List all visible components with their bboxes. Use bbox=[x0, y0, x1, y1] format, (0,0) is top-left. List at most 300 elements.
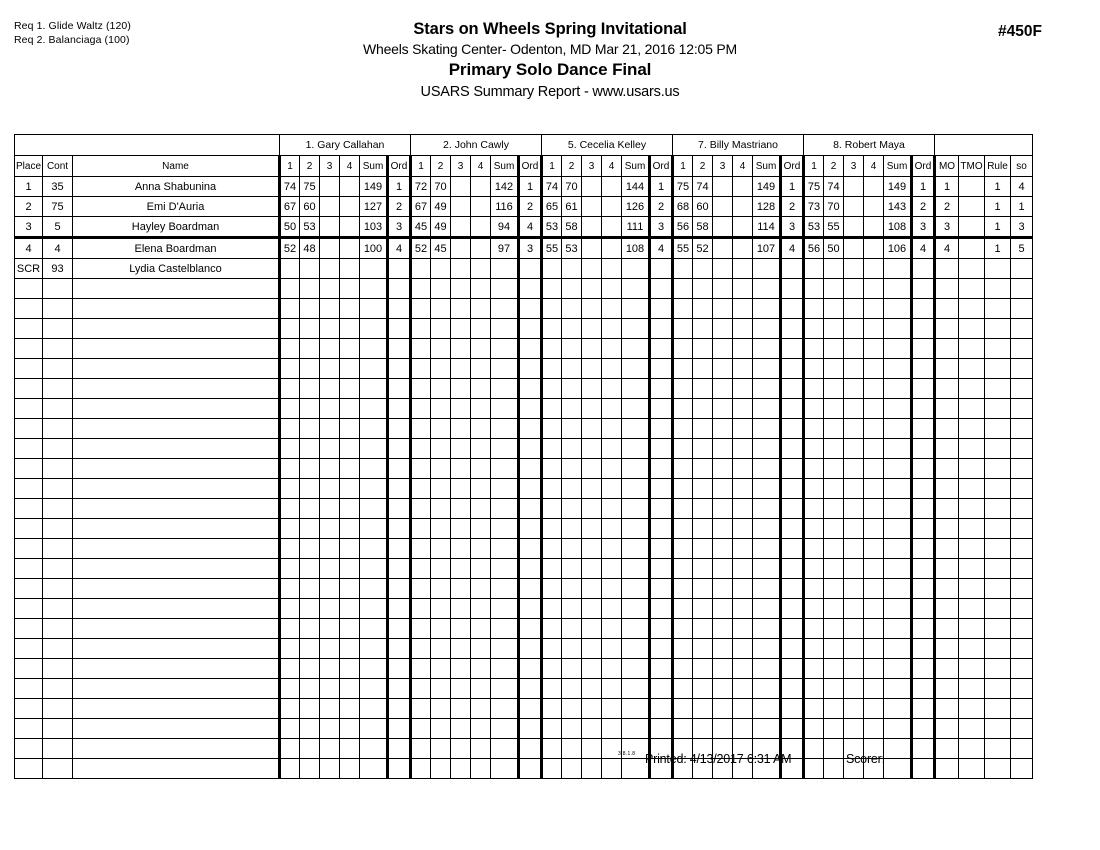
row-j4-dance4 bbox=[733, 299, 753, 319]
row-j4-dance1 bbox=[673, 539, 693, 559]
row-mo bbox=[935, 299, 959, 319]
header-j5-dance4: 4 bbox=[864, 156, 884, 177]
row-j3-ord bbox=[650, 499, 673, 519]
row-j1-dance3 bbox=[320, 339, 340, 359]
row-j3-ord bbox=[650, 359, 673, 379]
row-j5-sum bbox=[884, 699, 912, 719]
row-j1-ord bbox=[388, 359, 411, 379]
row-cont bbox=[43, 319, 73, 339]
row-rule: 1 bbox=[985, 217, 1011, 238]
row-j5-ord bbox=[912, 579, 935, 599]
row-j3-sum bbox=[622, 519, 650, 539]
row-j3-dance2 bbox=[562, 479, 582, 499]
row-j1-ord bbox=[388, 719, 411, 739]
row-j3-dance3 bbox=[582, 299, 602, 319]
row-j4-sum bbox=[753, 559, 781, 579]
row-j5-dance3 bbox=[844, 259, 864, 279]
row-j5-ord bbox=[912, 539, 935, 559]
row-j4-dance3 bbox=[713, 579, 733, 599]
row-j3-dance4 bbox=[602, 659, 622, 679]
row-name bbox=[73, 459, 280, 479]
row-j3-dance3 bbox=[582, 579, 602, 599]
row-j4-dance2 bbox=[693, 319, 713, 339]
row-j1-dance4 bbox=[340, 539, 360, 559]
row-cont bbox=[43, 339, 73, 359]
row-j1-dance3 bbox=[320, 579, 340, 599]
row-mo bbox=[935, 639, 959, 659]
row-j5-dance1 bbox=[804, 639, 824, 659]
row-j4-sum bbox=[753, 379, 781, 399]
row-j4-dance4 bbox=[733, 419, 753, 439]
table-row-blank bbox=[15, 419, 1033, 439]
row-j4-sum bbox=[753, 459, 781, 479]
header-j1-dance2: 2 bbox=[300, 156, 320, 177]
printed-timestamp: Printed: 4/13/2017 6:31 AM bbox=[645, 752, 792, 766]
row-j1-dance3 bbox=[320, 699, 340, 719]
row-j4-dance2 bbox=[693, 379, 713, 399]
row-j4-ord bbox=[781, 699, 804, 719]
row-j4-sum bbox=[753, 679, 781, 699]
row-j1-sum bbox=[360, 659, 388, 679]
row-j1-sum bbox=[360, 439, 388, 459]
row-place bbox=[15, 379, 43, 399]
row-j3-dance3 bbox=[582, 419, 602, 439]
row-j1-dance3 bbox=[320, 559, 340, 579]
row-place bbox=[15, 719, 43, 739]
row-j2-dance3 bbox=[451, 459, 471, 479]
row-j5-dance3 bbox=[844, 639, 864, 659]
row-j3-dance1 bbox=[542, 619, 562, 639]
row-j1-sum bbox=[360, 279, 388, 299]
row-j4-dance3 bbox=[713, 197, 733, 217]
row-j5-ord: 2 bbox=[912, 197, 935, 217]
row-j2-dance1 bbox=[411, 599, 431, 619]
row-j4-dance4 bbox=[733, 679, 753, 699]
row-j1-dance4 bbox=[340, 319, 360, 339]
judge-header-1: 1. Gary Callahan bbox=[280, 135, 411, 156]
row-j2-dance3 bbox=[451, 177, 471, 197]
row-j2-dance2 bbox=[431, 519, 451, 539]
row-j2-ord bbox=[519, 519, 542, 539]
row-j2-dance1 bbox=[411, 339, 431, 359]
row-j5-dance4 bbox=[864, 639, 884, 659]
header-j3-dance2: 2 bbox=[562, 156, 582, 177]
row-j5-dance1 bbox=[804, 619, 824, 639]
row-j3-sum bbox=[622, 479, 650, 499]
row-j3-dance2 bbox=[562, 279, 582, 299]
table-row-blank bbox=[15, 299, 1033, 319]
row-j1-sum bbox=[360, 619, 388, 639]
row-mo bbox=[935, 379, 959, 399]
header-j4-ord: Ord bbox=[781, 156, 804, 177]
row-j2-sum: 94 bbox=[491, 217, 519, 238]
row-j3-dance2 bbox=[562, 559, 582, 579]
row-j1-dance2 bbox=[300, 359, 320, 379]
row-j5-dance4 bbox=[864, 719, 884, 739]
row-j3-sum bbox=[622, 619, 650, 639]
table-row-blank bbox=[15, 439, 1033, 459]
table-row-blank bbox=[15, 599, 1033, 619]
row-j3-dance1 bbox=[542, 539, 562, 559]
row-j4-ord bbox=[781, 559, 804, 579]
row-j1-dance1 bbox=[280, 279, 300, 299]
row-j1-dance1 bbox=[280, 439, 300, 459]
row-j1-dance3 bbox=[320, 379, 340, 399]
row-j3-dance4 bbox=[602, 459, 622, 479]
table-row-blank bbox=[15, 659, 1033, 679]
row-j3-dance2 bbox=[562, 499, 582, 519]
row-j1-ord: 4 bbox=[388, 238, 411, 259]
row-j2-sum bbox=[491, 599, 519, 619]
row-j2-dance2: 45 bbox=[431, 238, 451, 259]
row-j1-dance2 bbox=[300, 579, 320, 599]
row-place bbox=[15, 339, 43, 359]
row-j3-dance1: 74 bbox=[542, 177, 562, 197]
row-j3-dance2 bbox=[562, 339, 582, 359]
row-so bbox=[1011, 579, 1033, 599]
row-j5-dance3 bbox=[844, 217, 864, 238]
row-j3-dance4 bbox=[602, 599, 622, 619]
row-j5-dance2 bbox=[824, 339, 844, 359]
row-j1-ord bbox=[388, 599, 411, 619]
row-j2-dance2: 70 bbox=[431, 177, 451, 197]
row-j2-dance2 bbox=[431, 619, 451, 639]
row-j1-dance4 bbox=[340, 679, 360, 699]
row-j1-dance1 bbox=[280, 259, 300, 279]
row-j4-dance1 bbox=[673, 399, 693, 419]
row-j4-sum: 149 bbox=[753, 177, 781, 197]
row-j1-dance1: 52 bbox=[280, 238, 300, 259]
row-mo bbox=[935, 459, 959, 479]
row-j4-dance1 bbox=[673, 519, 693, 539]
row-tmo bbox=[959, 699, 985, 719]
row-j5-ord: 3 bbox=[912, 217, 935, 238]
header-j2-sum: Sum bbox=[491, 156, 519, 177]
row-j2-dance1 bbox=[411, 719, 431, 739]
row-j3-dance2 bbox=[562, 719, 582, 739]
row-j4-dance2 bbox=[693, 719, 713, 739]
row-j3-sum bbox=[622, 559, 650, 579]
row-mo: 2 bbox=[935, 197, 959, 217]
row-j3-dance4 bbox=[602, 439, 622, 459]
row-j1-ord bbox=[388, 379, 411, 399]
row-j1-dance1 bbox=[280, 379, 300, 399]
row-j5-ord bbox=[912, 299, 935, 319]
row-mo bbox=[935, 439, 959, 459]
row-j2-ord bbox=[519, 439, 542, 459]
row-j3-sum bbox=[622, 419, 650, 439]
row-j1-dance4 bbox=[340, 359, 360, 379]
row-j2-dance1 bbox=[411, 359, 431, 379]
row-j3-dance3 bbox=[582, 459, 602, 479]
row-j4-dance4 bbox=[733, 238, 753, 259]
row-j4-dance4 bbox=[733, 399, 753, 419]
venue-datetime-line: Wheels Skating Center- Odenton, MD Mar 21, 2016 12:05 PM bbox=[363, 41, 737, 57]
row-j4-dance1 bbox=[673, 299, 693, 319]
table-row-blank bbox=[15, 479, 1033, 499]
row-rule bbox=[985, 359, 1011, 379]
row-j2-sum bbox=[491, 319, 519, 339]
row-j1-dance1 bbox=[280, 699, 300, 719]
row-j4-dance3 bbox=[713, 217, 733, 238]
row-so bbox=[1011, 359, 1033, 379]
row-name bbox=[73, 719, 280, 739]
row-j4-dance1 bbox=[673, 379, 693, 399]
row-tmo bbox=[959, 679, 985, 699]
row-j3-dance2 bbox=[562, 419, 582, 439]
table-row-blank bbox=[15, 319, 1033, 339]
row-j4-ord bbox=[781, 679, 804, 699]
row-j2-dance2 bbox=[431, 379, 451, 399]
row-j3-ord: 2 bbox=[650, 197, 673, 217]
row-j1-ord bbox=[388, 399, 411, 419]
row-j2-dance1 bbox=[411, 479, 431, 499]
row-j5-dance4 bbox=[864, 299, 884, 319]
row-j2-dance3 bbox=[451, 659, 471, 679]
row-j4-dance3 bbox=[713, 339, 733, 359]
row-j1-sum bbox=[360, 579, 388, 599]
table-row-blank bbox=[15, 459, 1033, 479]
row-j2-dance2 bbox=[431, 339, 451, 359]
row-j2-ord: 1 bbox=[519, 177, 542, 197]
row-j3-sum bbox=[622, 639, 650, 659]
row-j4-dance4 bbox=[733, 599, 753, 619]
row-rule bbox=[985, 299, 1011, 319]
row-rule bbox=[985, 439, 1011, 459]
row-j1-dance3 bbox=[320, 719, 340, 739]
table-row-blank bbox=[15, 379, 1033, 399]
row-j2-ord bbox=[519, 339, 542, 359]
row-j4-dance4 bbox=[733, 659, 753, 679]
row-j5-sum: 108 bbox=[884, 217, 912, 238]
row-mo bbox=[935, 279, 959, 299]
row-tmo bbox=[959, 259, 985, 279]
row-j2-dance3 bbox=[451, 379, 471, 399]
row-j1-sum bbox=[360, 319, 388, 339]
row-j4-dance3 bbox=[713, 319, 733, 339]
row-tmo bbox=[959, 579, 985, 599]
row-j2-ord bbox=[519, 359, 542, 379]
row-j5-dance4 bbox=[864, 197, 884, 217]
row-j1-dance3 bbox=[320, 279, 340, 299]
row-j3-dance3 bbox=[582, 559, 602, 579]
row-tmo bbox=[959, 279, 985, 299]
row-j2-ord bbox=[519, 499, 542, 519]
row-j1-ord bbox=[388, 659, 411, 679]
row-j1-sum: 103 bbox=[360, 217, 388, 238]
row-j5-ord bbox=[912, 499, 935, 519]
row-j2-dance4 bbox=[471, 379, 491, 399]
row-j4-dance1 bbox=[673, 279, 693, 299]
row-j2-dance1 bbox=[411, 539, 431, 559]
row-j3-dance1 bbox=[542, 599, 562, 619]
row-j3-dance3 bbox=[582, 619, 602, 639]
row-j3-dance1 bbox=[542, 559, 562, 579]
row-name: Anna Shabunina bbox=[73, 177, 280, 197]
row-j4-ord bbox=[781, 639, 804, 659]
row-j5-dance3 bbox=[844, 459, 864, 479]
row-j1-ord bbox=[388, 299, 411, 319]
row-so: 3 bbox=[1011, 217, 1033, 238]
row-j1-dance3 bbox=[320, 499, 340, 519]
row-j2-sum bbox=[491, 639, 519, 659]
row-j5-sum bbox=[884, 279, 912, 299]
row-j2-sum bbox=[491, 259, 519, 279]
row-j3-sum bbox=[622, 579, 650, 599]
row-cont: 93 bbox=[43, 259, 73, 279]
row-j2-dance3 bbox=[451, 559, 471, 579]
row-j2-ord bbox=[519, 319, 542, 339]
row-j2-dance4 bbox=[471, 439, 491, 459]
row-j1-ord bbox=[388, 279, 411, 299]
row-j2-sum bbox=[491, 619, 519, 639]
row-rule bbox=[985, 259, 1011, 279]
row-j5-dance4 bbox=[864, 499, 884, 519]
row-j4-ord bbox=[781, 459, 804, 479]
row-j4-dance2 bbox=[693, 439, 713, 459]
header-j1-dance4: 4 bbox=[340, 156, 360, 177]
row-j3-dance1 bbox=[542, 419, 562, 439]
row-j2-dance1 bbox=[411, 559, 431, 579]
row-mo: 1 bbox=[935, 177, 959, 197]
row-so bbox=[1011, 479, 1033, 499]
row-j1-dance4 bbox=[340, 197, 360, 217]
row-j4-dance4 bbox=[733, 217, 753, 238]
row-j5-dance3 bbox=[844, 319, 864, 339]
event-code: #450F bbox=[998, 23, 1042, 40]
row-j5-dance2 bbox=[824, 359, 844, 379]
row-so bbox=[1011, 299, 1033, 319]
row-cont bbox=[43, 439, 73, 459]
row-rule: 1 bbox=[985, 177, 1011, 197]
row-j5-dance4 bbox=[864, 279, 884, 299]
row-j4-dance2 bbox=[693, 699, 713, 719]
row-j5-sum bbox=[884, 639, 912, 659]
row-j4-sum bbox=[753, 519, 781, 539]
row-j3-sum bbox=[622, 699, 650, 719]
table-row bbox=[15, 259, 1033, 279]
row-place: 4 bbox=[15, 238, 43, 259]
row-j2-dance1 bbox=[411, 579, 431, 599]
row-j2-sum bbox=[491, 659, 519, 679]
row-j3-dance2 bbox=[562, 619, 582, 639]
row-j4-ord bbox=[781, 299, 804, 319]
row-j3-ord bbox=[650, 479, 673, 499]
row-name bbox=[73, 679, 280, 699]
row-j5-dance1: 75 bbox=[804, 177, 824, 197]
row-so bbox=[1011, 599, 1033, 619]
row-j3-dance1 bbox=[542, 399, 562, 419]
row-j5-dance3 bbox=[844, 679, 864, 699]
row-j1-dance2 bbox=[300, 339, 320, 359]
row-j5-dance1 bbox=[804, 559, 824, 579]
row-j2-dance4 bbox=[471, 639, 491, 659]
row-j4-dance2 bbox=[693, 479, 713, 499]
row-name bbox=[73, 479, 280, 499]
row-cont bbox=[43, 639, 73, 659]
row-j4-ord bbox=[781, 599, 804, 619]
table-row-blank bbox=[15, 639, 1033, 659]
row-j2-dance3 bbox=[451, 197, 471, 217]
row-j4-dance1 bbox=[673, 419, 693, 439]
row-j1-ord bbox=[388, 259, 411, 279]
row-j1-ord bbox=[388, 419, 411, 439]
row-j4-dance1: 55 bbox=[673, 238, 693, 259]
row-j3-dance3 bbox=[582, 259, 602, 279]
row-j2-dance4 bbox=[471, 197, 491, 217]
row-j2-dance4 bbox=[471, 499, 491, 519]
row-j2-dance2 bbox=[431, 639, 451, 659]
row-j3-dance4 bbox=[602, 579, 622, 599]
header-so: so bbox=[1011, 156, 1033, 177]
row-j5-dance3 bbox=[844, 579, 864, 599]
row-j5-sum bbox=[884, 619, 912, 639]
report-source-line: USARS Summary Report - www.usars.us bbox=[420, 84, 680, 100]
row-j5-dance2 bbox=[824, 699, 844, 719]
row-j1-dance4 bbox=[340, 439, 360, 459]
row-j4-dance1 bbox=[673, 359, 693, 379]
row-j5-dance3 bbox=[844, 519, 864, 539]
row-j5-dance4 bbox=[864, 419, 884, 439]
row-tmo bbox=[959, 177, 985, 197]
row-j2-ord bbox=[519, 279, 542, 299]
row-cont bbox=[43, 539, 73, 559]
row-j1-ord: 3 bbox=[388, 217, 411, 238]
row-j5-sum bbox=[884, 339, 912, 359]
row-j1-dance3 bbox=[320, 259, 340, 279]
row-j4-sum bbox=[753, 479, 781, 499]
row-j5-dance4 bbox=[864, 259, 884, 279]
row-rule bbox=[985, 419, 1011, 439]
row-j5-dance2 bbox=[824, 679, 844, 699]
row-j1-dance3 bbox=[320, 619, 340, 639]
row-j2-sum bbox=[491, 439, 519, 459]
row-j4-ord bbox=[781, 439, 804, 459]
row-j4-dance3 bbox=[713, 439, 733, 459]
row-j2-dance4 bbox=[471, 319, 491, 339]
row-j1-dance2 bbox=[300, 639, 320, 659]
row-j4-dance4 bbox=[733, 259, 753, 279]
row-j2-ord bbox=[519, 599, 542, 619]
row-j2-dance2 bbox=[431, 259, 451, 279]
row-j5-dance1 bbox=[804, 439, 824, 459]
row-j2-sum bbox=[491, 419, 519, 439]
row-j5-ord bbox=[912, 599, 935, 619]
judge-header-4: 7. Billy Mastriano bbox=[673, 135, 804, 156]
row-j2-dance3 bbox=[451, 299, 471, 319]
row-name bbox=[73, 319, 280, 339]
row-j1-dance3 bbox=[320, 459, 340, 479]
row-j1-dance3 bbox=[320, 399, 340, 419]
row-j3-sum bbox=[622, 659, 650, 679]
row-j2-dance3 bbox=[451, 238, 471, 259]
row-j1-dance3 bbox=[320, 539, 340, 559]
scorer-label: Scorer: bbox=[846, 752, 885, 766]
row-j4-ord bbox=[781, 419, 804, 439]
judge-row-tail-spacer bbox=[935, 135, 1033, 156]
row-j1-ord bbox=[388, 699, 411, 719]
row-j2-sum bbox=[491, 339, 519, 359]
header-j1-ord: Ord bbox=[388, 156, 411, 177]
row-j4-dance1 bbox=[673, 339, 693, 359]
row-j5-dance2 bbox=[824, 719, 844, 739]
row-j4-sum bbox=[753, 359, 781, 379]
row-so bbox=[1011, 619, 1033, 639]
row-j5-sum bbox=[884, 359, 912, 379]
row-j2-sum bbox=[491, 679, 519, 699]
row-j5-sum bbox=[884, 399, 912, 419]
row-j3-dance2 bbox=[562, 439, 582, 459]
